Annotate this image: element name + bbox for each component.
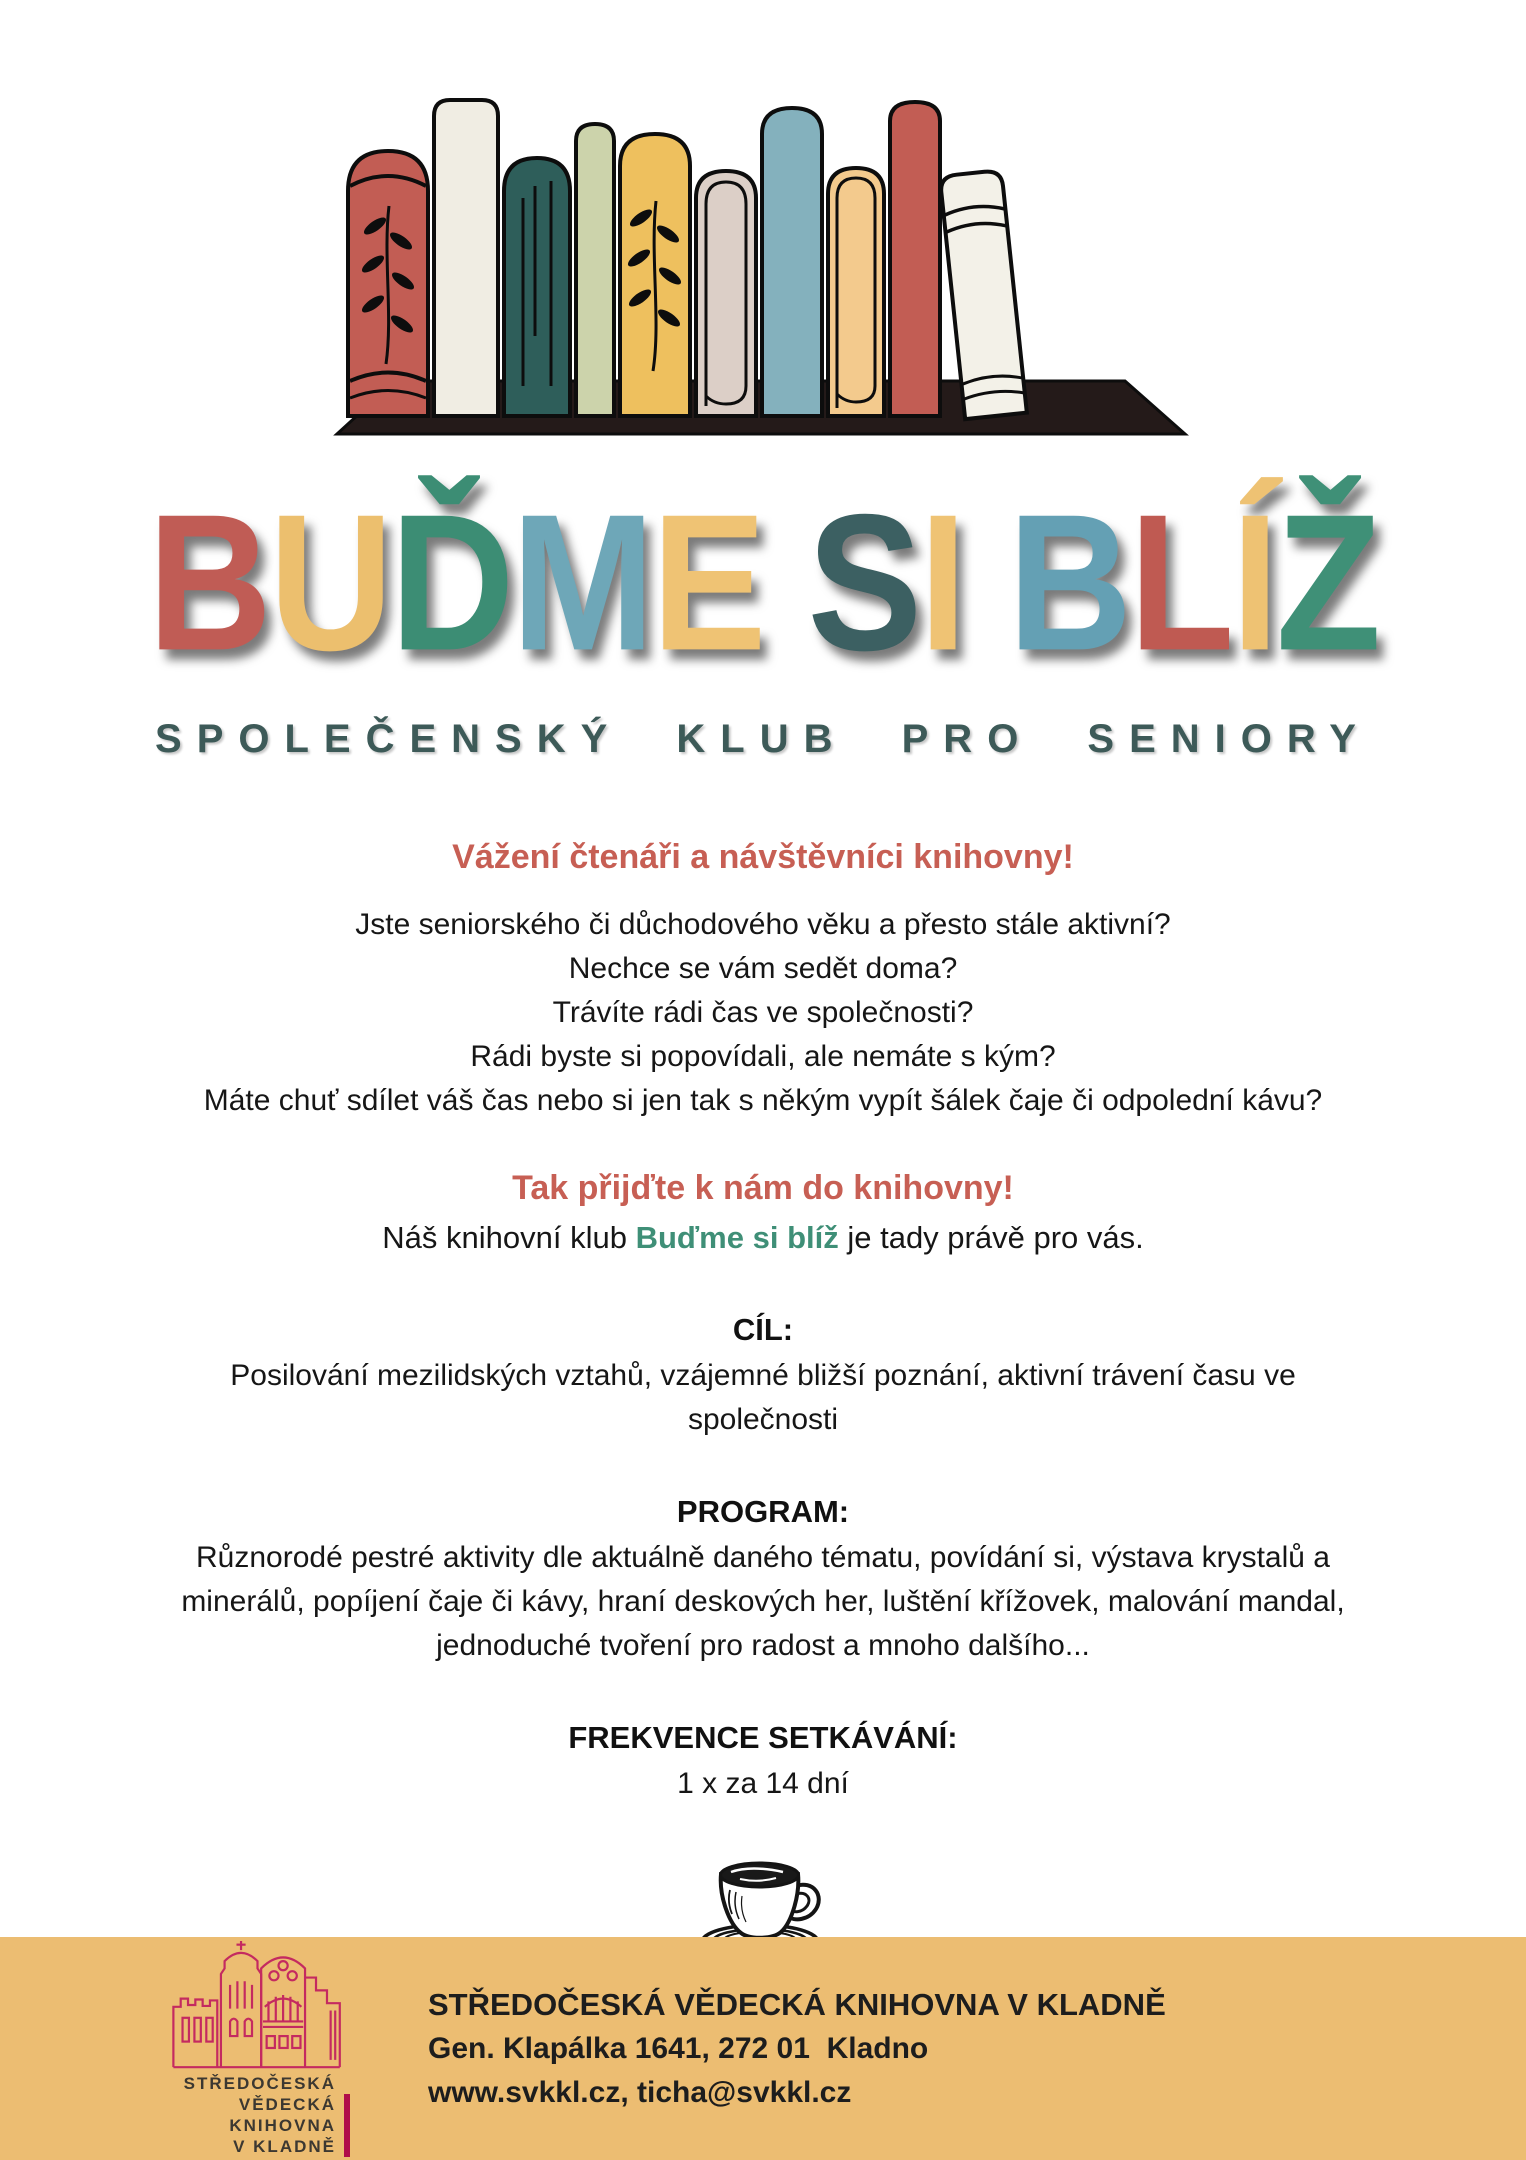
question-line: Jste seniorského či důchodového věku a přesto stále aktivní? xyxy=(355,908,1171,941)
title-letter: E xyxy=(651,474,764,692)
book-peach xyxy=(828,168,884,416)
book-yellow-leaf xyxy=(620,134,690,416)
library-name: STŘEDOČESKÁ VĚDECKÁ KNIHOVNA V KLADNĚ xyxy=(428,1986,1166,2022)
bookshelf-svg xyxy=(323,86,1203,436)
question-line: Trávíte rádi čas ve společnosti? xyxy=(552,996,974,1029)
logo-line: VĚDECKÁ xyxy=(238,2094,336,2114)
title-letter: I xyxy=(919,474,965,692)
club-line xyxy=(0,1216,1526,1260)
footer xyxy=(0,1937,1526,2160)
program-body: Různorodé pestré aktivity dle aktuálně daného tématu, povídání si, výstava krystalů a minerálů, popíjení čaje či kávy, hraní deskových her, luštění křížovek, malování mandal, jednoduché tvoření pro radost a mnoho dalšího... xyxy=(181,1541,1345,1662)
title-letter: B xyxy=(147,474,270,692)
book-sage xyxy=(576,124,614,416)
question-line: Nechce se vám sedět doma? xyxy=(568,952,958,985)
goal-heading: CÍL: xyxy=(732,1312,794,1347)
book-dark-teal xyxy=(504,158,570,416)
invite-heading: Tak přijďte k nám do knihovny! xyxy=(512,1169,1014,1207)
title-letter: L xyxy=(1129,474,1232,692)
book-red-plain xyxy=(890,102,940,416)
title-letter: U xyxy=(269,474,391,692)
book-red-leaf xyxy=(348,151,428,416)
title-letter: M xyxy=(511,474,652,692)
book-blue xyxy=(762,108,822,416)
library-logo xyxy=(140,1941,350,2157)
title-letter: Í xyxy=(1231,474,1277,692)
frequency-body: 1 x za 14 dní xyxy=(677,1767,849,1800)
book-cream xyxy=(434,100,498,416)
subtitle: SPOLEČENSKÝ KLUB PRO SENIORY xyxy=(155,717,1371,761)
library-contacts: www.svkkl.cz, ticha@svkkl.cz xyxy=(428,2075,852,2109)
bookshelf-illustration xyxy=(323,86,1203,441)
main-title xyxy=(0,474,1526,692)
club-name-highlight: Buďme si blíž xyxy=(635,1220,839,1255)
club-line-post: je tady právě pro vás. xyxy=(838,1220,1144,1255)
logo-line: STŘEDOČESKÁ xyxy=(183,2073,336,2093)
logo-line: KNIHOVNA xyxy=(229,2115,336,2135)
coffee-surface xyxy=(721,1863,799,1887)
footer-info xyxy=(428,1983,1166,2115)
book-pink xyxy=(696,171,756,416)
title-letter: Ž xyxy=(1276,474,1379,692)
goal-body: Posilování mezilidských vztahů, vzájemné bližší poznání, aktivní trávení času ve společnosti xyxy=(230,1359,1296,1436)
title-letter: B xyxy=(1008,474,1130,692)
logo-accent-bar xyxy=(344,2094,350,2157)
program-heading: PROGRAM: xyxy=(676,1494,850,1529)
title-letter: Ď xyxy=(390,474,512,692)
question-line: Rádi byste si popovídali, ale nemáte s kým? xyxy=(470,1040,1056,1073)
greeting-heading: Vážení čtenáři a návštěvníci knihovny! xyxy=(452,838,1074,876)
club-line-pre: Náš knihovní klub xyxy=(382,1220,636,1255)
logo-line: V KLADNĚ xyxy=(233,2136,336,2156)
library-address: Gen. Klapálka 1641, 272 01 Kladno xyxy=(428,2031,929,2065)
intro-questions xyxy=(0,903,1526,1123)
frequency-heading: FREKVENCE SETKÁVÁNÍ: xyxy=(568,1720,958,1755)
logo-text xyxy=(184,2073,350,2157)
library-building-icon xyxy=(165,1941,350,2069)
title-letter: S xyxy=(807,474,920,692)
question-line: Máte chuť sdílet váš čas nebo si jen tak s někým vypít šálek čaje či odpolední kávu? xyxy=(203,1084,1323,1117)
